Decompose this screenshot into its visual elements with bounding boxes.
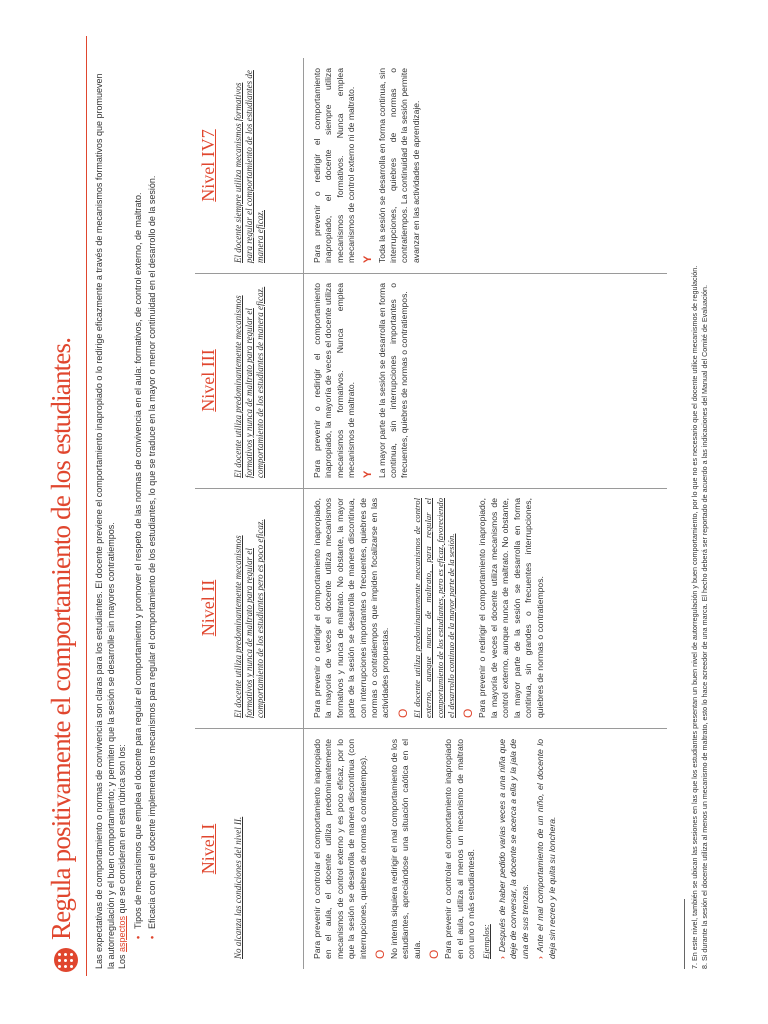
footnote-8: 8. Si durante la sesión el docente utiliza al menos un mecanismo de maltrato, esto lo hace acreedor de una marca. El hecho deberá ser reportado de acuerdo a las indicaciones del Manual del Comité de Evaluación. bbox=[700, 284, 709, 969]
aspects-link: aspectos bbox=[117, 915, 127, 952]
level-3-body bbox=[304, 273, 411, 488]
level-3-column bbox=[195, 273, 667, 489]
level-2-p3: Para prevenir o redirigir el comportamiento inapropiado, la mayoría de veces el docente utiliza mecanismos de control externo, aunque nunca de maltrato. No obstante, la mayor parte de la sesión se desarrolla en forma continua, sin grandes o frecuentes interrupciones, quiebres de normas o contratiempos. bbox=[477, 498, 545, 718]
level-2-p2: El docente utiliza predominantemente mecanismos de control externo, aunque nunca de maltrato, para regular el comportamiento de los estudiantes, pero es eficaz, favoreciendo el desarrollo continuo de la mayor parte de la sesión. bbox=[411, 498, 457, 718]
examples-label: Ejemplos: bbox=[481, 924, 492, 959]
level-3-and: Y bbox=[361, 470, 374, 478]
level-2-or-2: O bbox=[461, 708, 476, 718]
level-4-body bbox=[304, 58, 422, 273]
level-1-title: Nivel I bbox=[198, 823, 218, 875]
level-4-p2: Toda la sesión se desarrolla en forma continua, sin interrupciones, quiebres de normas o contratiempos. La continuidad de la sesión permite avanzar en las actividades de aprendizaje. bbox=[376, 68, 421, 263]
level-1-p1: Para prevenir o controlar el comportamiento inapropiado en el aula, el docente utiliza predominantemente mecanismos de control externo y es poco eficaz, por lo que la sesión se desarrolla de manera discontinua (con interrupciones, quiebres de normas o contratiempos). bbox=[312, 739, 368, 959]
arrow-icon: › bbox=[535, 956, 546, 959]
level-1-column bbox=[195, 729, 667, 969]
bullet-dot-icon: • bbox=[147, 935, 157, 939]
level-2-title: Nivel II bbox=[198, 579, 218, 637]
levels-table bbox=[195, 59, 667, 969]
example-item bbox=[535, 739, 558, 959]
aspect-text: Tipos de mecanismos que emplea el docente para regular el comportamiento y promover el respeto de las normas de convivencia en el aula: formativos, de control externo, de maltrato. bbox=[132, 192, 143, 929]
aspects-pre: Los bbox=[117, 954, 127, 969]
level-4-and: Y bbox=[361, 255, 374, 263]
footnote-7: 7. En este nivel, también se ubican las sesiones en las que los estudiantes presentan un buen nivel de autorregulación y buen comportamiento, por lo que no es necesario que el docente utilice mecanismos de regulación. bbox=[690, 265, 699, 969]
level-3-description: El docente utiliza predominantemente mecanismos formativos y nunca de maltrato para regular el comportamiento de los estudiantes de manera eficaz. bbox=[233, 286, 265, 478]
title-bar bbox=[40, 36, 88, 986]
example-text: Después de haber pedido varias veces a una niña que deje de conversar, la docente se acerca a ella y la jala de una de sus trenzas. bbox=[496, 739, 530, 959]
aspects-line bbox=[117, 69, 129, 969]
level-2-body bbox=[304, 488, 546, 728]
level-3-p1: Para prevenir o redirigir el comportamiento inapropiado, la mayoría de veces el docente utiliza mecanismos formativos. Nunca emplea mecanismos de maltrato. bbox=[312, 283, 357, 478]
example-text: Ante el mal comportamiento de un niño, el docente lo deja sin recreo y le quita su lonchera. bbox=[535, 739, 557, 959]
level-1-description: No alcanza las condiciones del nivel II. bbox=[233, 816, 243, 959]
level-4-column bbox=[195, 58, 667, 274]
level-1-or: O bbox=[373, 949, 388, 959]
level-2-p1: Para prevenir o redirigir el comportamiento inapropiado, la mayoría de veces el docente utiliza mecanismos formativos y nunca de maltrato. No obstante, la mayor parte de la sesión se desarrolla de manera discontinua, con interrupciones importantes o frecuentes, quiebres de normas o contratiempos que impiden focalizarse en las actividades propuestas. bbox=[312, 498, 391, 718]
level-1-p2: No intenta siquiera redirigir el mal comportamiento de los estudiantes, apreciándose una situación caótica en el aula. bbox=[389, 739, 422, 959]
intro-section bbox=[94, 69, 162, 969]
level-2-column bbox=[195, 488, 667, 729]
footnote-divider bbox=[684, 899, 685, 969]
bullet-dot-icon: • bbox=[132, 935, 143, 939]
level-3-p2: La mayor parte de la sesión se desarrolla en forma continua, sin interrupciones importantes o frecuentes, quiebres de normas o contratiempos. bbox=[376, 283, 410, 478]
page-title: Regula positivamente el comportamiento de los estudiantes. bbox=[46, 337, 76, 940]
footnotes bbox=[690, 49, 710, 969]
level-1-or-2: O bbox=[427, 949, 442, 959]
title-divider bbox=[86, 36, 87, 976]
aspects-post: que se consideran en esta rúbrica son los: bbox=[117, 744, 127, 914]
intro-text: Las expectativas de comportamiento o normas de convivencia son claras para los estudiantes. El docente previene el comportamiento inapropiado o lo redirige eficazmente a través de mecanismos formativos que promueven la autorregulación y el buen comportamiento; y permiten que la sesión se desarrolle sin mayores contratiempos. bbox=[94, 73, 116, 969]
aspect-text: Eficacia con que el docente implementa los mecanismos para regular el comportamiento de los estudiantes, lo que se traduce en la mayor o menor continuidad en el desarrollo de la sesión. bbox=[147, 175, 157, 929]
level-2-or: O bbox=[395, 708, 410, 718]
level-4-description: El docente siempre utiliza mecanismos formativos para regular el comportamiento de los estudiantes de manera eficaz. bbox=[233, 70, 265, 263]
rubric-logo-icon bbox=[54, 948, 78, 972]
level-2-description: El docente utiliza predominantemente mecanismos formativos y nunca de maltrato para regular el comportamiento de los estudiantes pero es poco eficaz. bbox=[233, 519, 265, 718]
level-3-title: Nivel III bbox=[198, 349, 218, 412]
example-item bbox=[497, 739, 531, 959]
level-1-p3: Para prevenir o controlar el comportamiento inapropiado en el aula, utiliza al menos un mecanismo de maltrato con uno o más estudiantes8. bbox=[443, 739, 477, 959]
level-1-body bbox=[304, 729, 558, 969]
aspect-bullet bbox=[132, 69, 145, 939]
arrow-icon: › bbox=[496, 956, 507, 959]
aspect-bullet bbox=[147, 69, 159, 939]
aspects-list bbox=[132, 69, 159, 939]
level-4-title: Nivel IV7 bbox=[198, 129, 218, 202]
level-4-p1: Para prevenir o redirigir el comportamiento inapropiado, el docente siempre utiliza mecanismos formativos. Nunca emplea mecanismos de control externo ni de maltrato. bbox=[312, 68, 357, 263]
